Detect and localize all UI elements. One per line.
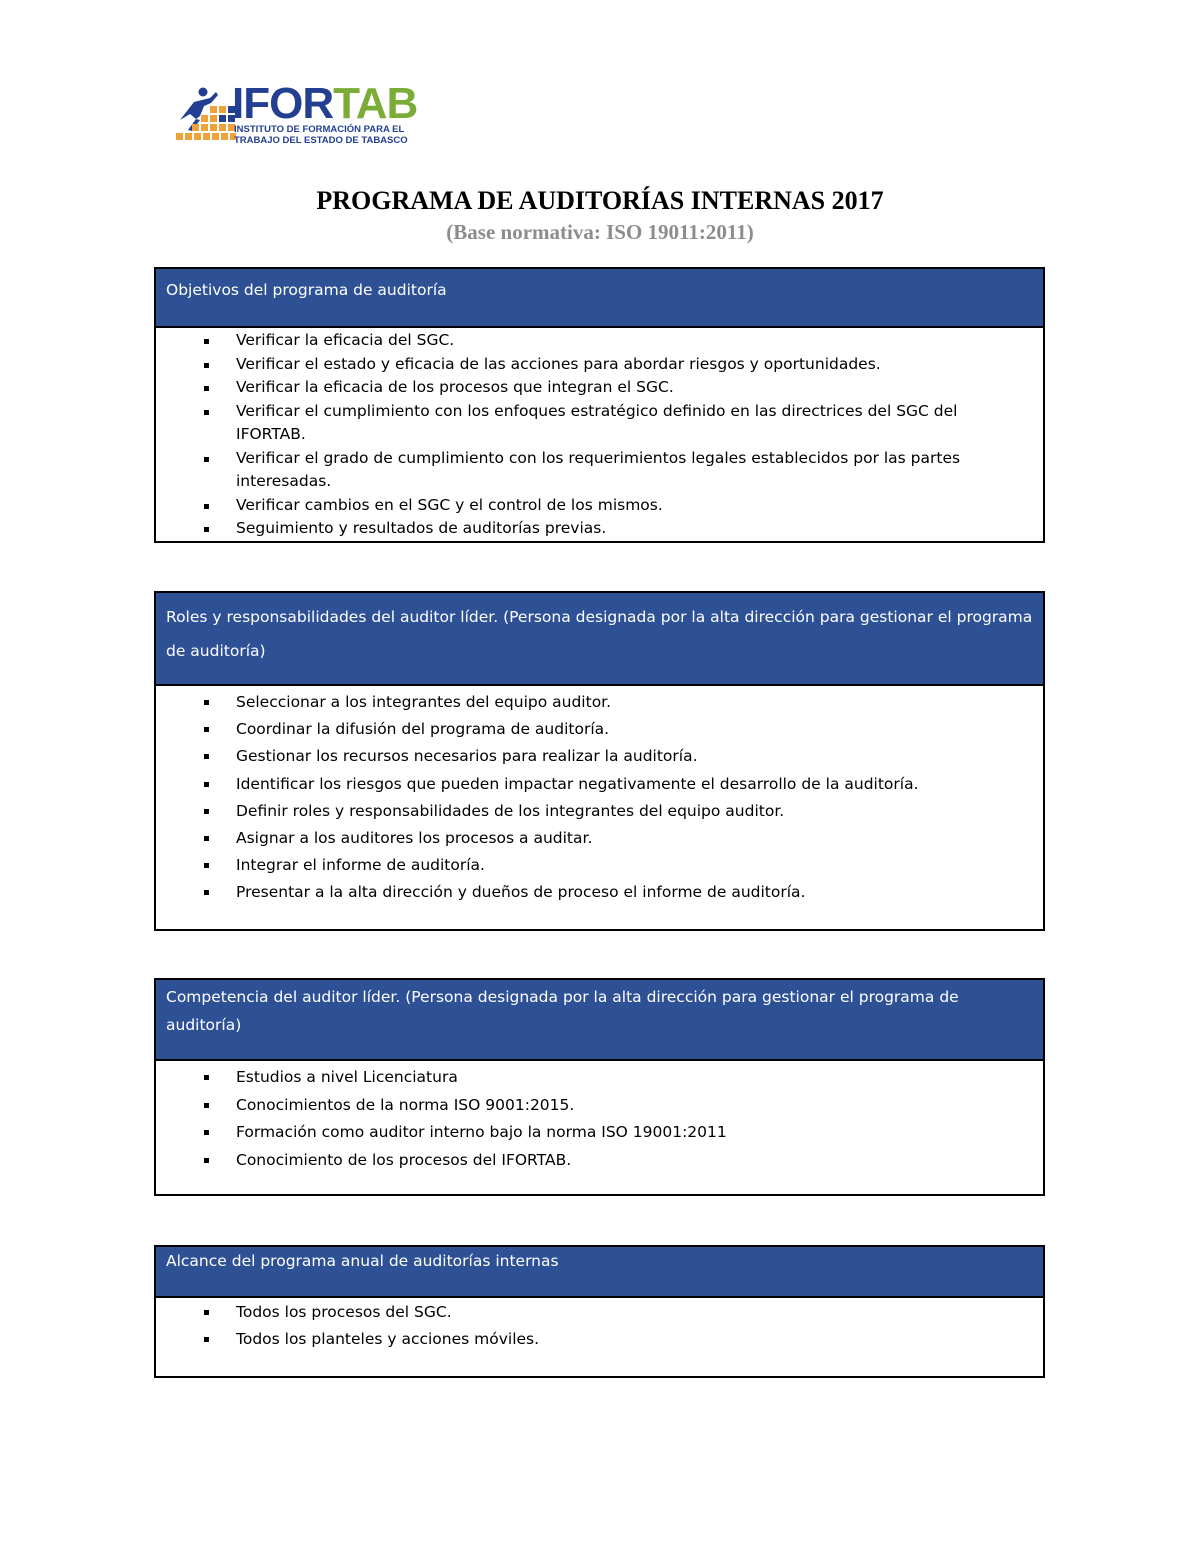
list-item-text: Verificar el cumplimiento con los enfoques estratégico definido en las directrices del SGC del IFORTAB.	[236, 401, 958, 443]
list-item-text: Definir roles y responsabilidades de los integrantes del equipo auditor.	[236, 801, 785, 820]
list-item-text: Conocimiento de los procesos del IFORTAB.	[236, 1150, 572, 1169]
bullet-list	[156, 1299, 1043, 1353]
list-item-text: Todos los planteles y acciones móviles.	[236, 1330, 540, 1348]
logo-subtitle-line1: INSTITUTO DE FORMACIÓN PARA EL	[234, 124, 405, 135]
roles-section	[154, 591, 1045, 931]
square-bullet-icon	[204, 809, 209, 814]
square-bullet-icon	[204, 527, 209, 532]
square-bullet-icon	[204, 1337, 209, 1342]
square-bullet-icon	[204, 1158, 209, 1163]
list-item	[156, 689, 1043, 716]
section-heading-text: Roles y responsabilidades del auditor líder. (Persona designada por la alta dirección para gestionar el programa de auditoría)	[166, 608, 1033, 660]
list-item	[156, 743, 1043, 770]
square-bullet-icon	[204, 1130, 209, 1135]
list-item-text: Verificar cambios en el SGC y el control de los mismos.	[236, 495, 663, 514]
bullet-list	[156, 1064, 1043, 1174]
list-item-text: Seguimiento y resultados de auditorías previas.	[236, 519, 607, 537]
logo-mark-icon	[176, 86, 236, 146]
section-heading	[156, 593, 1043, 686]
list-item-text: Seleccionar a los integrantes del equipo auditor.	[236, 693, 612, 711]
list-item-text: Verificar la eficacia de los procesos que integran el SGC.	[236, 378, 674, 396]
list-item-text: Identificar los riesgos que pueden impactar negativamente el desarrollo de la auditoría.	[236, 774, 919, 793]
square-bullet-icon	[204, 700, 209, 705]
section-heading	[156, 269, 1043, 328]
section-heading-text: Objetivos del programa de auditoría	[166, 281, 447, 299]
section-heading	[156, 980, 1043, 1061]
logo-name-part2: TAB	[333, 79, 418, 128]
list-item-text: Estudios a nivel Licenciatura	[236, 1068, 458, 1086]
square-bullet-icon	[204, 339, 209, 344]
logo-subtitle	[234, 124, 408, 146]
list-item	[156, 1092, 1043, 1120]
list-item-text: Gestionar los recursos necesarios para realizar la auditoría.	[236, 747, 698, 766]
list-item	[156, 771, 1043, 798]
list-item-text: Asignar a los auditores los procesos a auditar.	[236, 829, 593, 848]
square-bullet-icon	[204, 727, 209, 732]
list-item	[156, 879, 1043, 906]
logo-name	[232, 79, 418, 128]
list-item-text: Verificar la eficacia del SGC.	[236, 331, 455, 349]
list-item	[156, 376, 1043, 400]
square-bullet-icon	[204, 1103, 209, 1108]
list-item	[156, 400, 1043, 447]
list-item	[156, 825, 1043, 852]
list-item-text: Formación como auditor interno bajo la norma ISO 19001:2011	[236, 1123, 727, 1141]
document-subtitle: (Base normativa: ISO 19011:2011)	[446, 220, 754, 244]
section-heading	[156, 1247, 1043, 1298]
list-item	[156, 716, 1043, 743]
square-bullet-icon	[204, 782, 209, 787]
list-item	[156, 329, 1043, 353]
list-item	[156, 1299, 1043, 1326]
list-item-text: Verificar el estado y eficacia de las acciones para abordar riesgos y oportunidades.	[236, 354, 881, 373]
list-item-text: Coordinar la difusión del programa de auditoría.	[236, 720, 610, 739]
section-heading-text: Competencia del auditor líder. (Persona designada por la alta dirección para gestionar el programa de auditoría)	[166, 988, 959, 1034]
square-bullet-icon	[204, 890, 209, 895]
competence-section	[154, 978, 1045, 1196]
list-item	[156, 1064, 1043, 1092]
list-item	[156, 353, 1043, 377]
square-bullet-icon	[204, 386, 209, 391]
list-item	[156, 494, 1043, 518]
list-item-text: Verificar el grado de cumplimiento con los requerimientos legales establecidos por las partes interesadas.	[236, 448, 961, 490]
square-bullet-icon	[204, 504, 209, 509]
section-heading-text: Alcance del programa anual de auditorías internas	[166, 1252, 559, 1270]
logo-name-part1: IFOR	[232, 79, 334, 128]
square-bullet-icon	[204, 1310, 209, 1315]
square-bullet-icon	[204, 410, 209, 415]
section-body	[156, 1298, 1043, 1353]
objectives-section	[154, 267, 1045, 543]
square-bullet-icon	[204, 836, 209, 841]
list-item	[156, 447, 1043, 494]
section-body	[156, 1061, 1043, 1174]
bullet-list	[156, 329, 1043, 541]
logo-subtitle-line2: TRABAJO DEL ESTADO DE TABASCO	[234, 135, 408, 146]
list-item	[156, 517, 1043, 541]
square-bullet-icon	[204, 1075, 209, 1080]
list-item	[156, 1147, 1043, 1175]
square-bullet-icon	[204, 754, 209, 759]
list-item-text: Presentar a la alta dirección y dueños de proceso el informe de auditoría.	[236, 883, 806, 902]
scope-section	[154, 1245, 1045, 1378]
section-body	[156, 328, 1043, 541]
ifortab-logo	[176, 79, 426, 148]
square-bullet-icon	[204, 863, 209, 868]
list-item	[156, 852, 1043, 879]
square-bullet-icon	[204, 457, 209, 462]
list-item	[156, 1119, 1043, 1147]
list-item	[156, 1326, 1043, 1353]
list-item-text: Integrar el informe de auditoría.	[236, 856, 485, 875]
square-bullet-icon	[204, 363, 209, 368]
bullet-list	[156, 689, 1043, 907]
list-item	[156, 798, 1043, 825]
document-title: PROGRAMA DE AUDITORÍAS INTERNAS 2017	[316, 186, 884, 215]
section-body	[156, 686, 1043, 907]
list-item-text: Todos los procesos del SGC.	[236, 1303, 452, 1321]
list-item-text: Conocimientos de la norma ISO 9001:2015.	[236, 1095, 575, 1114]
